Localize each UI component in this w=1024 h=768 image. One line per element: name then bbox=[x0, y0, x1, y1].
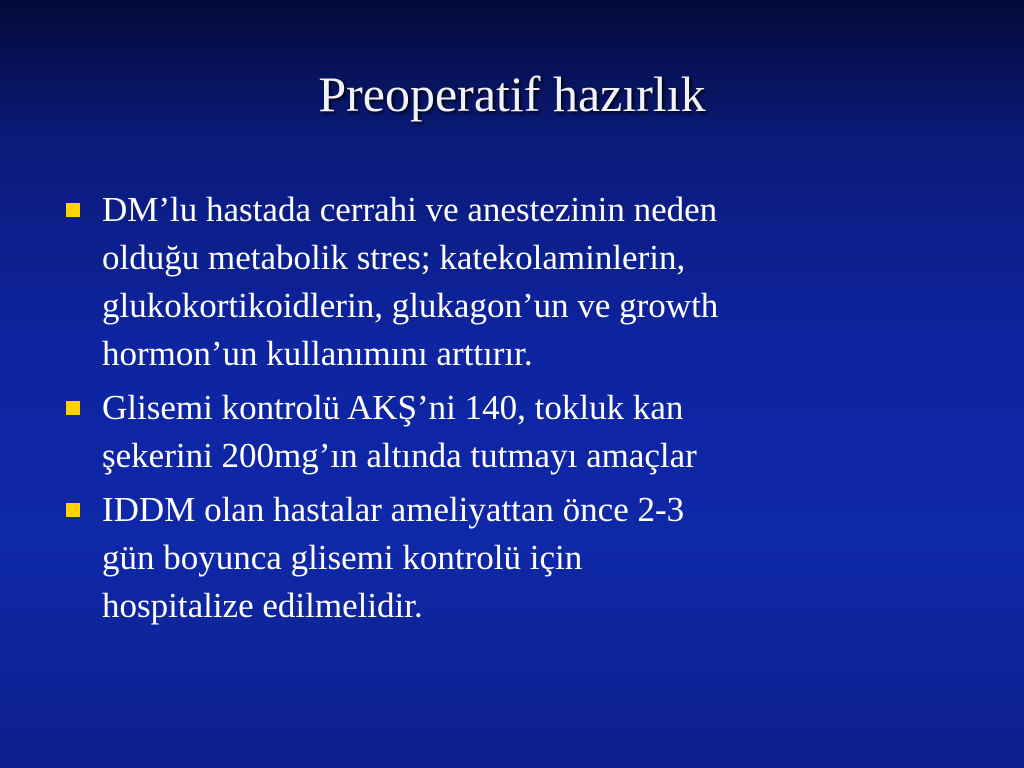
square-bullet-icon bbox=[66, 203, 80, 217]
bullet-text-line: olduğu metabolik stres; katekolaminlerin, bbox=[102, 238, 686, 277]
bullet-item bbox=[60, 384, 960, 480]
bullet-list bbox=[60, 186, 960, 636]
bullet-text-line: IDDM olan hastalar ameliyattan önce 2-3 bbox=[102, 490, 685, 529]
bullet-text-line: hormon’un kullanımını arttırır. bbox=[102, 334, 533, 373]
bullet-text-line: Glisemi kontrolü AKŞ’ni 140, tokluk kan bbox=[102, 388, 684, 427]
bullet-text-line: glukokortikoidlerin, glukagon’un ve growth bbox=[102, 286, 719, 325]
bullet-item bbox=[60, 186, 960, 378]
bullet-text-line: hospitalize edilmelidir. bbox=[102, 586, 423, 625]
square-bullet-icon bbox=[66, 401, 80, 415]
slide-title: Preoperatif hazırlık bbox=[318, 66, 706, 122]
square-bullet-icon bbox=[66, 503, 80, 517]
bullet-text-line: şekerini 200mg’ın altında tutmayı amaçlar bbox=[102, 436, 697, 475]
bullet-text-line: gün boyunca glisemi kontrolü için bbox=[102, 538, 583, 577]
bullet-item bbox=[60, 486, 960, 630]
bullet-text-line: DM’lu hastada cerrahi ve anestezinin neden bbox=[102, 190, 718, 229]
